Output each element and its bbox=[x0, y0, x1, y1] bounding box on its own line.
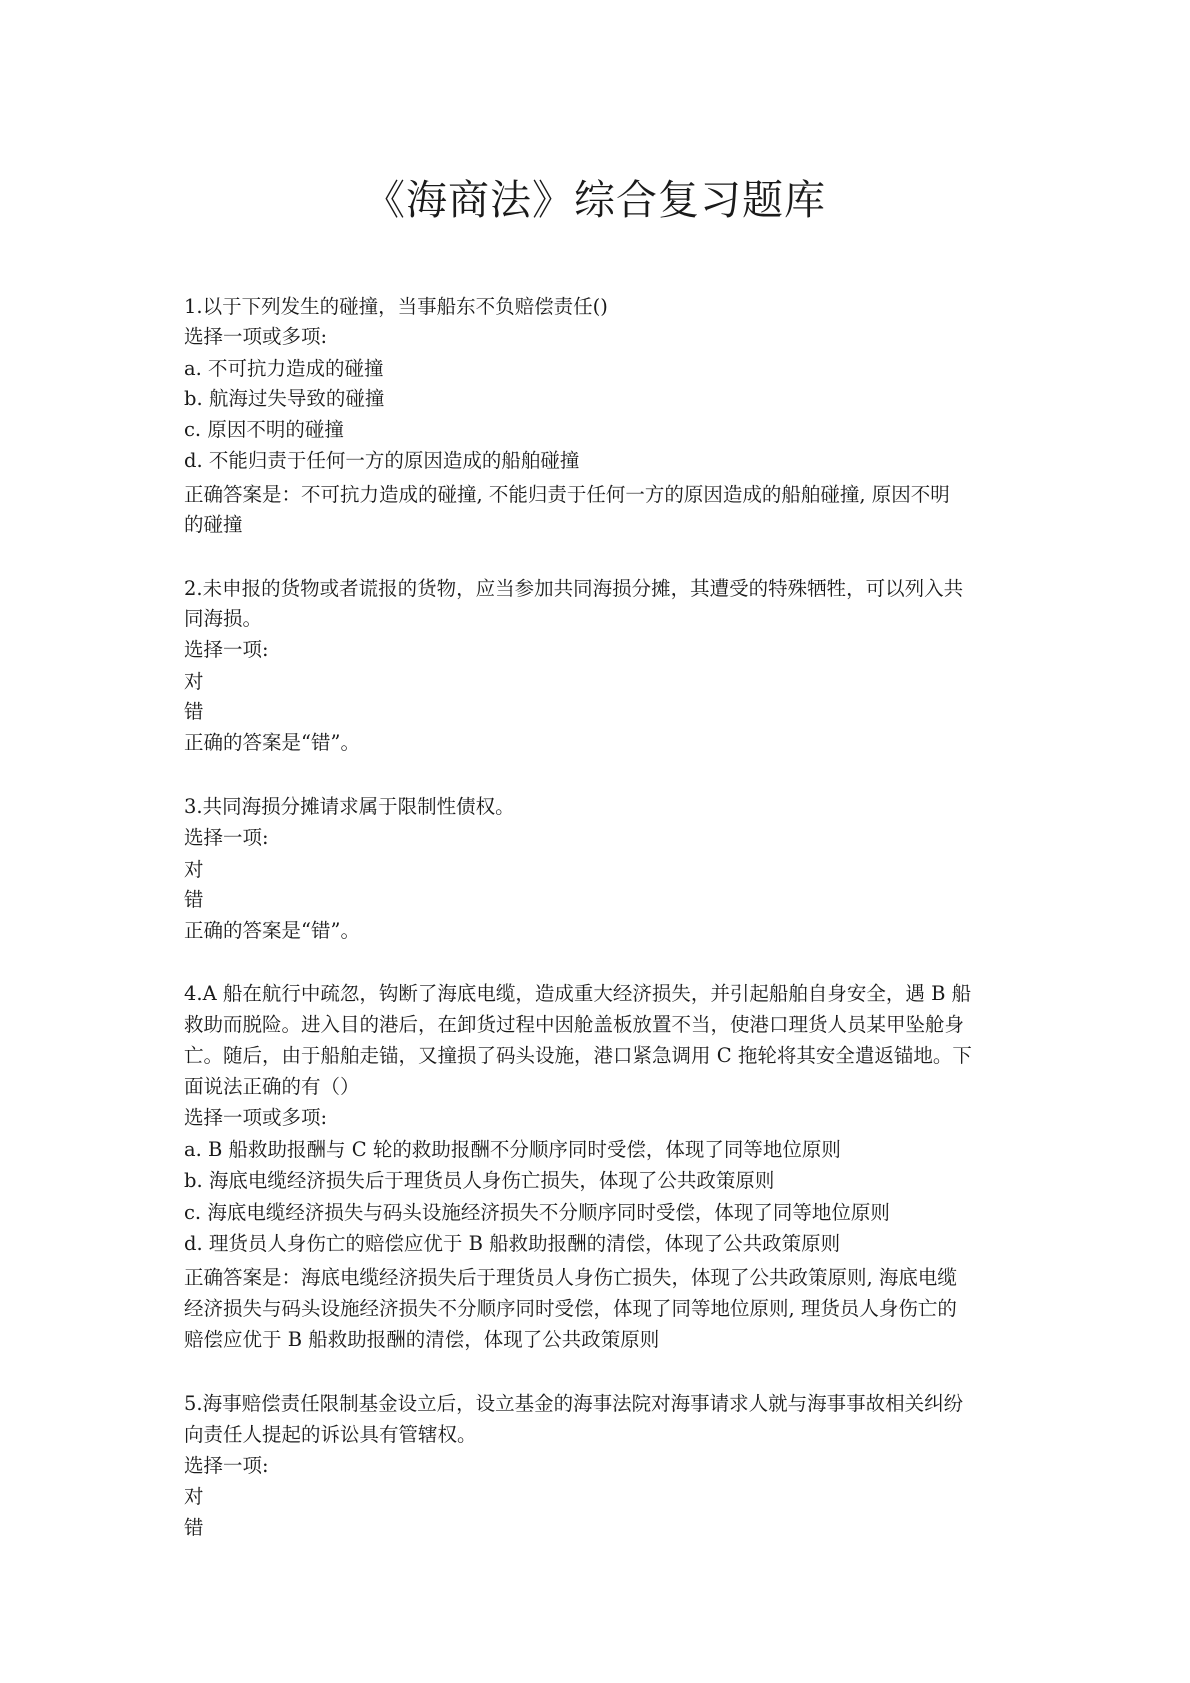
question-1-stem: 1.以于下列发生的碰撞，当事船东不负赔偿责任() bbox=[184, 295, 608, 318]
question-1-answer-line-1: 正确答案是：不可抗力造成的碰撞, 不能归责于任何一方的原因造成的船舶碰撞, 原因不明 bbox=[184, 483, 950, 506]
question-2-prompt: 选择一项: bbox=[184, 638, 269, 661]
question-2-option-false: 错 bbox=[184, 700, 204, 723]
question-4-stem-line-1: 4.A 船在航行中疏忽，钩断了海底电缆，造成重大经济损失，并引起船舶自身安全，遇 B 船 bbox=[184, 982, 972, 1005]
question-5-option-false: 错 bbox=[184, 1516, 204, 1539]
question-3-option-true: 对 bbox=[184, 858, 204, 881]
question-3-prompt: 选择一项: bbox=[184, 826, 269, 849]
question-4-option-a: a. B 船救助报酬与 C 轮的救助报酬不分顺序同时受偿，体现了同等地位原则 bbox=[184, 1138, 841, 1161]
question-3-answer: 正确的答案是“错”。 bbox=[184, 919, 360, 942]
question-4-stem-line-3: 亡。随后，由于船舶走锚，又撞损了码头设施，港口紧急调用 C 拖轮将其安全遣返锚地。下 bbox=[184, 1044, 972, 1067]
question-5-prompt: 选择一项: bbox=[184, 1454, 269, 1477]
question-2-answer: 正确的答案是“错”。 bbox=[184, 731, 360, 754]
question-4-option-c: c. 海底电缆经济损失与码头设施经济损失不分顺序同时受偿，体现了同等地位原则 bbox=[184, 1201, 890, 1224]
question-4-option-b: b. 海底电缆经济损失后于理货员人身伤亡损失，体现了公共政策原则 bbox=[184, 1169, 775, 1192]
question-4-prompt: 选择一项或多项: bbox=[184, 1106, 328, 1129]
question-1-prompt: 选择一项或多项: bbox=[184, 325, 328, 348]
question-4-stem-line-4: 面说法正确的有（） bbox=[184, 1075, 360, 1098]
question-5-stem-line-1: 5.海事赔偿责任限制基金设立后，设立基金的海事法院对海事请求人就与海事事故相关纠纷 bbox=[184, 1392, 964, 1415]
question-1-option-c: c. 原因不明的碰撞 bbox=[184, 418, 344, 441]
question-1-option-b: b. 航海过失导致的碰撞 bbox=[184, 387, 385, 410]
question-1-option-a: a. 不可抗力造成的碰撞 bbox=[184, 357, 384, 380]
question-3-option-false: 错 bbox=[184, 888, 204, 911]
question-5-option-true: 对 bbox=[184, 1485, 204, 1508]
question-5-stem-line-2: 向责任人提起的诉讼具有管辖权。 bbox=[184, 1423, 477, 1446]
question-4-answer-line-3: 赔偿应优于 B 船救助报酬的清偿，体现了公共政策原则 bbox=[184, 1328, 660, 1351]
question-1-option-d: d. 不能归责于任何一方的原因造成的船舶碰撞 bbox=[184, 449, 580, 472]
question-4-answer-line-2: 经济损失与码头设施经济损失不分顺序同时受偿，体现了同等地位原则, 理货员人身伤亡的 bbox=[184, 1297, 957, 1320]
question-4-stem-line-2: 救助而脱险。进入目的港后，在卸货过程中因舱盖板放置不当，使港口理货人员某甲坠舱身 bbox=[184, 1013, 965, 1036]
question-2-option-true: 对 bbox=[184, 670, 204, 693]
question-4-answer-line-1: 正确答案是：海底电缆经济损失后于理货员人身伤亡损失，体现了公共政策原则, 海底电缆 bbox=[184, 1266, 957, 1289]
question-4-option-d: d. 理货员人身伤亡的赔偿应优于 B 船救助报酬的清偿，体现了公共政策原则 bbox=[184, 1232, 841, 1255]
question-2-stem-line-1: 2.未申报的货物或者谎报的货物，应当参加共同海损分摊，其遭受的特殊牺牲，可以列入共 bbox=[184, 577, 964, 600]
document-title: 《海商法》综合复习题库 bbox=[364, 176, 826, 224]
question-1-answer-line-2: 的碰撞 bbox=[184, 513, 243, 536]
question-3-stem: 3.共同海损分摊请求属于限制性债权。 bbox=[184, 795, 515, 818]
question-2-stem-line-2: 同海损。 bbox=[184, 607, 263, 630]
